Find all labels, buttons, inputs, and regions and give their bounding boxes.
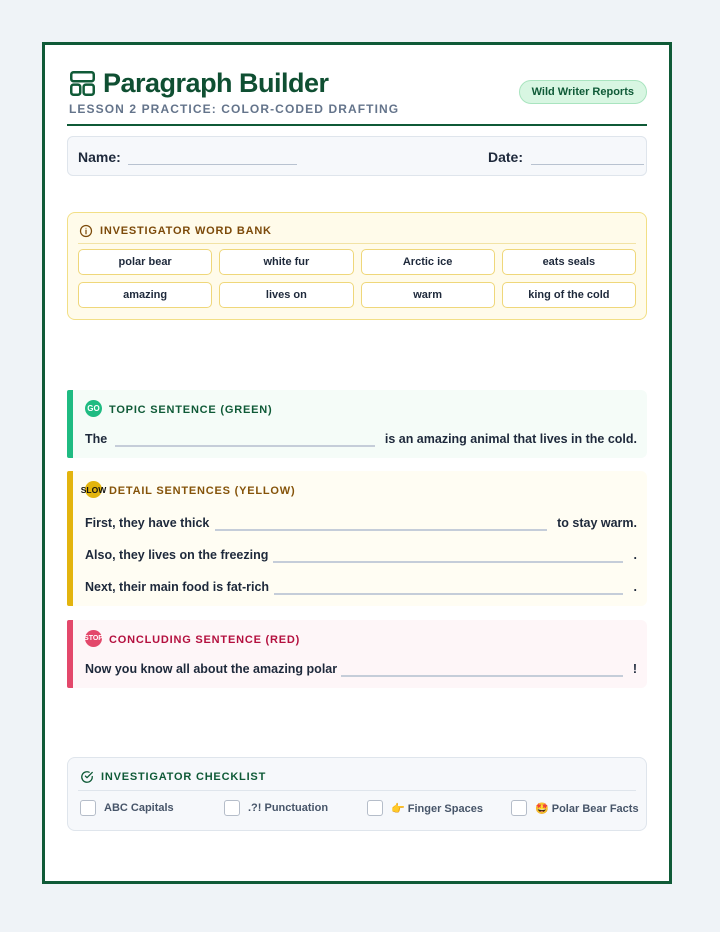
investigator-checklist (67, 757, 647, 831)
checkbox[interactable] (511, 800, 527, 816)
checklist-item[interactable] (367, 799, 483, 817)
sentence-start: Now you know all about the amazing polar (85, 662, 338, 676)
sentence-line (85, 662, 637, 680)
checkbox[interactable] (80, 800, 96, 816)
blank-line[interactable] (274, 593, 623, 595)
sentence-line (85, 580, 637, 598)
word-bank-title: INVESTIGATOR WORD BANK (100, 225, 272, 237)
sentence-end: . (633, 580, 637, 594)
sentence-line (85, 516, 637, 534)
layout-icon (69, 70, 96, 97)
checklist-item-label: ABC Capitals (104, 802, 174, 814)
word-grid (78, 249, 636, 308)
blank-line[interactable] (215, 529, 547, 531)
detail-sentences-section (67, 471, 647, 606)
word-bank-divider (78, 243, 636, 244)
blank-line[interactable] (341, 675, 623, 677)
info-icon (79, 224, 93, 238)
name-date-box (67, 136, 647, 176)
checklist-item[interactable] (224, 799, 328, 817)
detail-sentences-title: DETAIL SENTENCES (YELLOW) (109, 485, 296, 497)
concluding-sentence-title: CONCLUDING SENTENCE (RED) (109, 634, 301, 646)
concluding-sentence-section (67, 620, 647, 688)
checklist-item-label: .?! Punctuation (248, 802, 329, 814)
checkbox[interactable] (224, 800, 240, 816)
word-chip[interactable]: Arctic ice (361, 249, 495, 275)
go-icon: GO (85, 400, 102, 417)
checklist-item-label: 👉 Finger Spaces (391, 802, 483, 815)
stop-icon: STOP (85, 630, 102, 647)
page-title: Paragraph Builder (103, 68, 329, 98)
sentence-end: ! (632, 662, 637, 676)
header-divider (67, 124, 647, 126)
word-chip[interactable]: eats seals (502, 249, 636, 275)
word-chip[interactable]: lives on (219, 282, 353, 308)
series-badge: Wild Writer Reports (519, 80, 647, 104)
word-chip[interactable]: white fur (219, 249, 353, 275)
blank-line[interactable] (273, 561, 623, 563)
worksheet (42, 42, 672, 884)
checklist-item-label: 🤩 Polar Bear Facts (535, 802, 639, 815)
name-field[interactable] (128, 164, 297, 165)
word-chip[interactable]: amazing (78, 282, 212, 308)
word-chip[interactable]: warm (361, 282, 495, 308)
sentence-end: . (633, 548, 637, 562)
sentence-start: Also, they lives on the freezing (85, 548, 269, 562)
name-label: Name: (78, 149, 121, 165)
slow-icon: SLOW (85, 481, 102, 498)
checklist-item[interactable] (80, 799, 174, 817)
sentence-line (85, 548, 637, 566)
sentence-end: is an amazing animal that lives in the cold. (384, 432, 637, 446)
sentence-end: to stay warm. (557, 516, 637, 530)
sentence-start: First, they have thick (85, 516, 210, 530)
checklist-item[interactable] (511, 799, 639, 817)
checklist-title: INVESTIGATOR CHECKLIST (101, 771, 267, 783)
topic-sentence-title: TOPIC SENTENCE (GREEN) (109, 404, 273, 416)
checklist-divider (78, 790, 636, 791)
word-bank (67, 212, 647, 320)
sentence-start: Next, their main food is fat-rich (85, 580, 270, 594)
check-circle-icon (80, 770, 94, 784)
word-chip[interactable]: king of the cold (502, 282, 636, 308)
word-chip[interactable]: polar bear (78, 249, 212, 275)
sentence-start: The (85, 432, 108, 446)
sentence-line (85, 432, 637, 450)
topic-sentence-section (67, 390, 647, 458)
page-subtitle: LESSON 2 PRACTICE: COLOR-CODED DRAFTING (69, 102, 400, 116)
checkbox[interactable] (367, 800, 383, 816)
date-field[interactable] (531, 164, 644, 165)
blank-line[interactable] (115, 445, 375, 447)
date-label: Date: (488, 149, 524, 165)
